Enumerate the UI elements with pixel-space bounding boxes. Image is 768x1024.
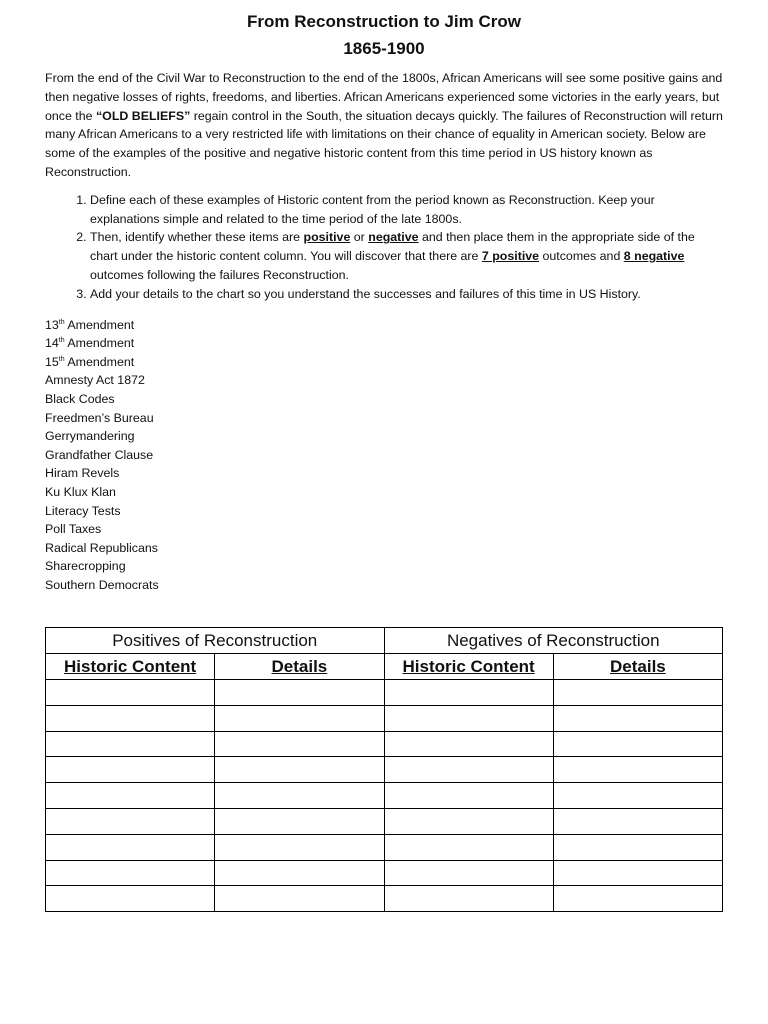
worksheet-page [45, 8, 723, 594]
intro-bold: “OLD BELIEFS” [95, 108, 191, 123]
step2-negative: negative [368, 230, 419, 245]
positive-content-cell[interactable] [46, 705, 215, 731]
positive-details-cell[interactable] [215, 680, 384, 706]
page-subtitle: 1865-1900 [343, 39, 425, 58]
term-list [45, 316, 723, 595]
positive-details-cell[interactable] [215, 705, 384, 731]
chart-row [46, 705, 723, 731]
positive-details-cell[interactable] [215, 886, 384, 912]
term-item: 15th Amendment [45, 354, 135, 369]
intro-text-2: regain control in the South, the situation decays quickly. The failures of Reconstruction will return many African Americans to a very restricted life with limitations on their chance of equality in American society. Below are some of the examples of the positive and negative historic content from this time period in US history known as Reconstruction. [45, 108, 723, 179]
negative-details-cell[interactable] [553, 886, 722, 912]
step2-positive: positive [303, 230, 351, 245]
page-title: From Reconstruction to Jim Crow [247, 12, 521, 31]
negative-details-cell[interactable] [553, 860, 722, 886]
step2-text-a: Then, identify whether these items are [90, 230, 304, 245]
negative-details-cell[interactable] [553, 834, 722, 860]
positive-content-cell[interactable] [46, 886, 215, 912]
positive-details-cell[interactable] [215, 731, 384, 757]
positive-details-cell[interactable] [215, 860, 384, 886]
positive-content-cell[interactable] [46, 783, 215, 809]
negative-content-cell[interactable] [384, 680, 553, 706]
chart-row [46, 834, 723, 860]
positives-header: Positives of Reconstruction [46, 628, 385, 654]
positive-content-cell[interactable] [46, 680, 215, 706]
positive-details-cell[interactable] [215, 783, 384, 809]
step2-text-b: or [350, 230, 369, 245]
negative-details-cell[interactable] [553, 705, 722, 731]
negative-details-cell[interactable] [553, 757, 722, 783]
positive-content-cell[interactable] [46, 808, 215, 834]
chart-row [46, 731, 723, 757]
term-item: Sharecropping [45, 559, 126, 574]
positive-details-cell[interactable] [215, 757, 384, 783]
term-item: Freedmen’s Bureau [45, 410, 154, 425]
negative-details-cell[interactable] [553, 808, 722, 834]
positive-details-cell[interactable] [215, 808, 384, 834]
negative-content-cell[interactable] [384, 783, 553, 809]
term-item: Hiram Revels [45, 466, 120, 481]
positive-content-cell[interactable] [46, 860, 215, 886]
chart-row [46, 680, 723, 706]
step2-eight-negative: 8 negative [623, 249, 685, 264]
term-item: Amnesty Act 1872 [45, 373, 145, 388]
negative-details-header: Details [553, 654, 722, 680]
positive-historic-content-header: Historic Content [46, 654, 215, 680]
term-item: 13th Amendment [45, 317, 135, 332]
chart-row [46, 860, 723, 886]
term-item: Southern Democrats [45, 577, 159, 592]
term-item: Radical Republicans [45, 540, 158, 555]
term-item: 14th Amendment [45, 336, 135, 351]
intro-text-1: From the end of the Civil War to Reconstruction to the end of the 1800s, African Americans will see some positive gains and then negative losses of rights, freedoms, and liberties. African Americans experienced some victories in the early years, but once the [45, 71, 723, 123]
instruction-step-3: 3. Add your details to the chart so you understand the successes and failures of this time in US History. [90, 285, 723, 304]
negative-details-cell[interactable] [553, 731, 722, 757]
negative-content-cell[interactable] [384, 705, 553, 731]
chart-row [46, 783, 723, 809]
negatives-header: Negatives of Reconstruction [384, 628, 723, 654]
negative-content-cell[interactable] [384, 808, 553, 834]
term-item: Gerrymandering [45, 429, 135, 444]
step2-text-e: outcomes following the failures Reconstruction. [90, 267, 349, 282]
positive-content-cell[interactable] [46, 731, 215, 757]
positive-content-cell[interactable] [46, 757, 215, 783]
term-item: Poll Taxes [45, 522, 102, 537]
term-item: Literacy Tests [45, 503, 121, 518]
instructions-list [45, 191, 723, 304]
positive-details-cell[interactable] [215, 834, 384, 860]
step2-text-c: and then place them in the appropriate side of the chart under the historic content column. You will discover that there are [90, 230, 695, 264]
instruction-step-2 [90, 228, 723, 284]
positive-content-cell[interactable] [46, 834, 215, 860]
negative-content-cell[interactable] [384, 834, 553, 860]
negative-content-cell[interactable] [384, 731, 553, 757]
term-item: Grandfather Clause [45, 447, 154, 462]
term-item: Ku Klux Klan [45, 484, 116, 499]
step2-seven-positive: 7 positive [481, 249, 540, 264]
negative-content-cell[interactable] [384, 757, 553, 783]
chart-row [46, 886, 723, 912]
negative-details-cell[interactable] [553, 680, 722, 706]
negative-details-cell[interactable] [553, 783, 722, 809]
chart-row [46, 757, 723, 783]
negative-content-cell[interactable] [384, 886, 553, 912]
step2-text-d: outcomes and [539, 249, 624, 264]
term-item: Black Codes [45, 391, 115, 406]
intro-paragraph [45, 69, 723, 182]
positive-details-header: Details [215, 654, 384, 680]
reconstruction-chart [45, 627, 723, 912]
negative-historic-content-header: Historic Content [384, 654, 553, 680]
instruction-step-1: 1. Define each of these examples of Historic content from the period known as Reconstruction. Keep your explanations simple and related to the time period of the late 1800s. [90, 191, 723, 229]
negative-content-cell[interactable] [384, 860, 553, 886]
chart-row [46, 808, 723, 834]
